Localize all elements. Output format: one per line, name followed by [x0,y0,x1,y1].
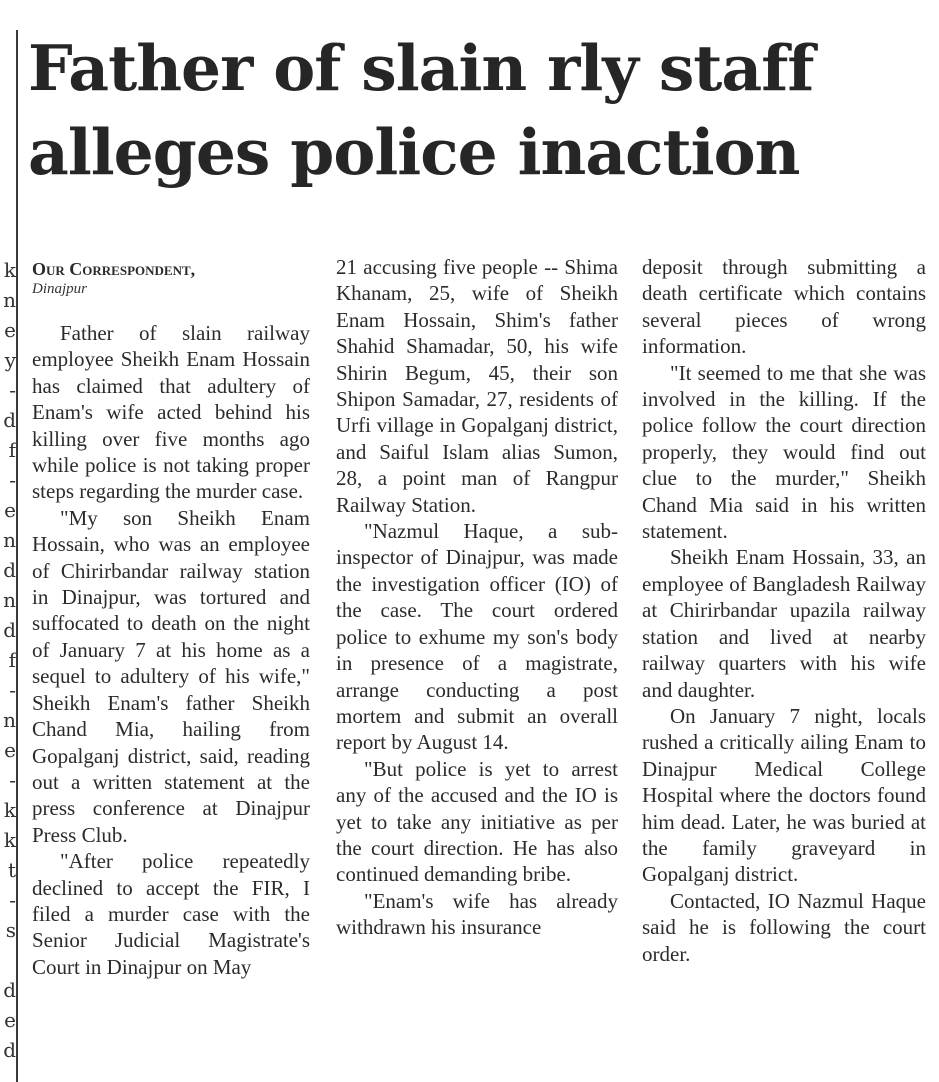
fragment-letter: e [4,738,16,762]
fragment-letter: f [8,648,16,672]
paragraph: 21 accusing five people -- Shima Khanam, 25, wife of Sheikh Enam Hossain, Shim's father Shahid Shamadar, 50, his wife Shirin Begum, 45, their son Shipon Samadar, 27, residents of Urfi village in Gopalganj district, and Saiful Islam alias Sumon, 28, a point man of Rangpur Railway Station. [336,255,618,517]
paragraph: "But police is yet to arrest any of the accused and the IO is yet to take any initiative as per the court direction. He has also continued demanding bribe. [336,756,618,887]
fragment-letter: d [3,618,16,642]
byline [32,258,312,298]
paragraph: Father of slain railway employee Sheikh Enam Hossain has claimed that adultery of Enam's wife acted behind his killing over five months ago while police is not taking proper steps regarding the murder case. [32,321,310,504]
fragment-letter: y [4,348,16,372]
fragment-letter: d [3,558,16,582]
fragment-letter: n [3,708,16,732]
paragraph: deposit through submitting a death certificate which contains several pieces of wrong information. [642,255,926,359]
headline-line-1: Father of slain rly staff [28,31,814,105]
headline-line-2: alleges police inaction [28,115,800,189]
article-column-3 [642,254,926,967]
paragraph: "After police repeatedly declined to accept the FIR, I filed a murder case with the Senior Judicial Magistrate's Court in Dinajpur on May [32,849,310,979]
fragment-letter: e [4,498,16,522]
paragraph: "My son Sheikh Enam Hossain, who was an employee of Chirirbandar railway station in Dinajpur, was tortured and suffocated to death on the night of January 7 at his home as a sequel to adultery of his wife," Sheikh Enam's father Sheikh Chand Mia, hailing from Gopalganj district, said, reading out a written statement at the press conference at Dinajpur Press Club. [32,505,310,847]
fragment-letter: k [3,258,16,282]
fragment-letter: - [9,378,16,402]
fragment-letter: - [9,468,16,492]
fragment-letter: k [3,828,16,852]
paragraph: On January 7 night, locals rushed a critically ailing Enam to Dinajpur Medical College Hospital where the doctors found him dead. Later, he was buried at the family graveyard in Gopalganj district. [642,703,926,887]
headline [28,26,933,194]
fragment-letter: - [9,678,16,702]
paragraph: Sheikh Enam Hossain, 33, an employee of Bangladesh Railway at Chirirbandar upazila railway station and lived at nearby railway quarters with his wife and daughter. [642,545,926,702]
fragment-letter: n [3,528,16,552]
byline-author: Our Correspondent, [32,259,196,279]
fragment-letter: e [4,318,16,342]
fragment-letter: t [7,858,16,882]
fragment-letter: n [3,288,16,312]
article-column-2 [336,254,618,941]
paragraph: "Enam's wife has already withdrawn his insurance [336,888,618,940]
fragment-letter: n [3,588,16,612]
paragraph: Contacted, IO Nazmul Haque said he is following the court order. [642,888,926,966]
fragment-letter: s [5,918,16,942]
fragment-letter: e [4,1008,16,1032]
fragment-letter: d [3,1038,16,1062]
fragment-letter: k [3,798,16,822]
fragment-letter: - [9,768,16,792]
fragment-letter: f [8,438,16,462]
fragment-letter: - [9,888,16,912]
byline-place: Dinajpur [32,281,88,297]
column-rule [16,30,18,1082]
fragment-letter: d [3,978,16,1002]
fragment-letter: d [3,408,16,432]
paragraph: "Nazmul Haque, a sub-inspector of Dinajpur, was made the investigation officer (IO) of the case. The court ordered police to exhume my son's body in presence of a magistrate, arrange conducting a post mortem and submit an overall report by August 14. [336,519,618,755]
paragraph: "It seemed to me that she was involved in the killing. If the police follow the court direction properly, they would find out clue to the murder," Sheikh Chand Mia said in his written statement. [642,360,926,544]
article-column-1 [32,320,310,980]
